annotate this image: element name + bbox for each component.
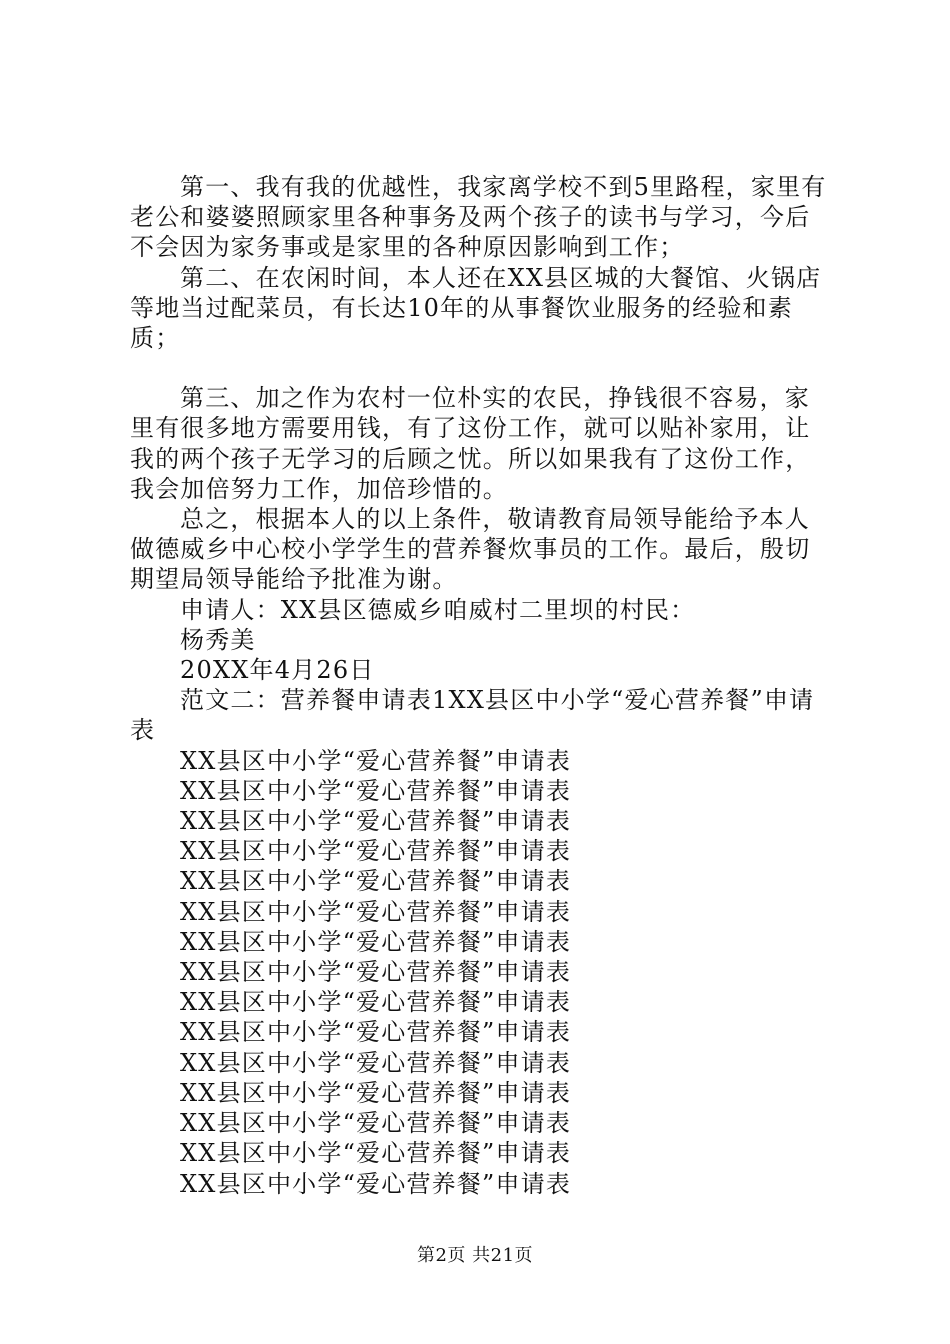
repeated-form-title: XX县区中小学“爱心营养餐”申请表 (180, 927, 572, 956)
page-footer: 第2页 共21页 (416, 1245, 534, 1266)
paragraph-conclusion: 总之，根据本人的以上条件，敬请教育局领导能给予本人做德威乡中心校小学学生的营养餐炊事员的工作。最后，殷切期望局领导能给予批准为谢。 (130, 505, 811, 594)
repeated-form-title: XX县区中小学“爱心营养餐”申请表 (180, 1018, 572, 1047)
paragraph-second-reason: 第二、在农闲时间，本人还在XX县区城的大餐馆、火锅店等地当过配菜员，有长达10年的从事餐饮业服务的经验和素质； (130, 263, 822, 353)
paragraph-third-reason: 第三、加之作为农村一位朴实的农民，挣钱很不容易，家里有很多地方需要用钱，有了这份工作，就可以贴补家用，让我的两个孩子无学习的后顾之忧。所以如果我有了这份工作，我会加倍努力工作，加倍珍惜的。 (130, 384, 811, 503)
sample-heading: 范文二：营养餐申请表1XX县区中小学“爱心营养餐”申请表 (130, 686, 815, 745)
repeated-form-title: XX县区中小学“爱心营养餐”申请表 (180, 1109, 572, 1138)
application-date: 20XX年4月26日 (180, 656, 375, 685)
repeated-form-title: XX县区中小学“爱心营养餐”申请表 (180, 1169, 572, 1198)
repeated-form-title: XX县区中小学“爱心营养餐”申请表 (180, 807, 572, 836)
blank-line (130, 353, 835, 383)
applicant-line: 申请人：XX县区德威乡咱威村二里坝的村民： (180, 595, 696, 624)
document-body (130, 172, 835, 1199)
repeated-form-title: XX县区中小学“爱心营养餐”申请表 (180, 746, 572, 775)
repeated-form-title: XX县区中小学“爱心营养餐”申请表 (180, 837, 572, 866)
repeated-form-title: XX县区中小学“爱心营养餐”申请表 (180, 776, 572, 805)
repeated-form-title: XX县区中小学“爱心营养餐”申请表 (180, 1048, 572, 1077)
repeated-form-title-list (130, 746, 835, 1199)
repeated-form-title: XX县区中小学“爱心营养餐”申请表 (180, 1139, 572, 1168)
repeated-form-title: XX县区中小学“爱心营养餐”申请表 (180, 867, 572, 896)
paragraph-first-reason: 第一、我有我的优越性，我家离学校不到5里路程，家里有老公和婆婆照顾家里各种事务及两个孩子的读书与学习，今后不会因为家务事或是家里的各种原因影响到工作； (130, 173, 827, 262)
repeated-form-title: XX县区中小学“爱心营养餐”申请表 (180, 958, 572, 987)
repeated-form-title: XX县区中小学“爱心营养餐”申请表 (180, 988, 572, 1017)
applicant-name: 杨秀美 (180, 625, 256, 654)
repeated-form-title: XX县区中小学“爱心营养餐”申请表 (180, 1078, 572, 1107)
repeated-form-title: XX县区中小学“爱心营养餐”申请表 (180, 897, 572, 926)
